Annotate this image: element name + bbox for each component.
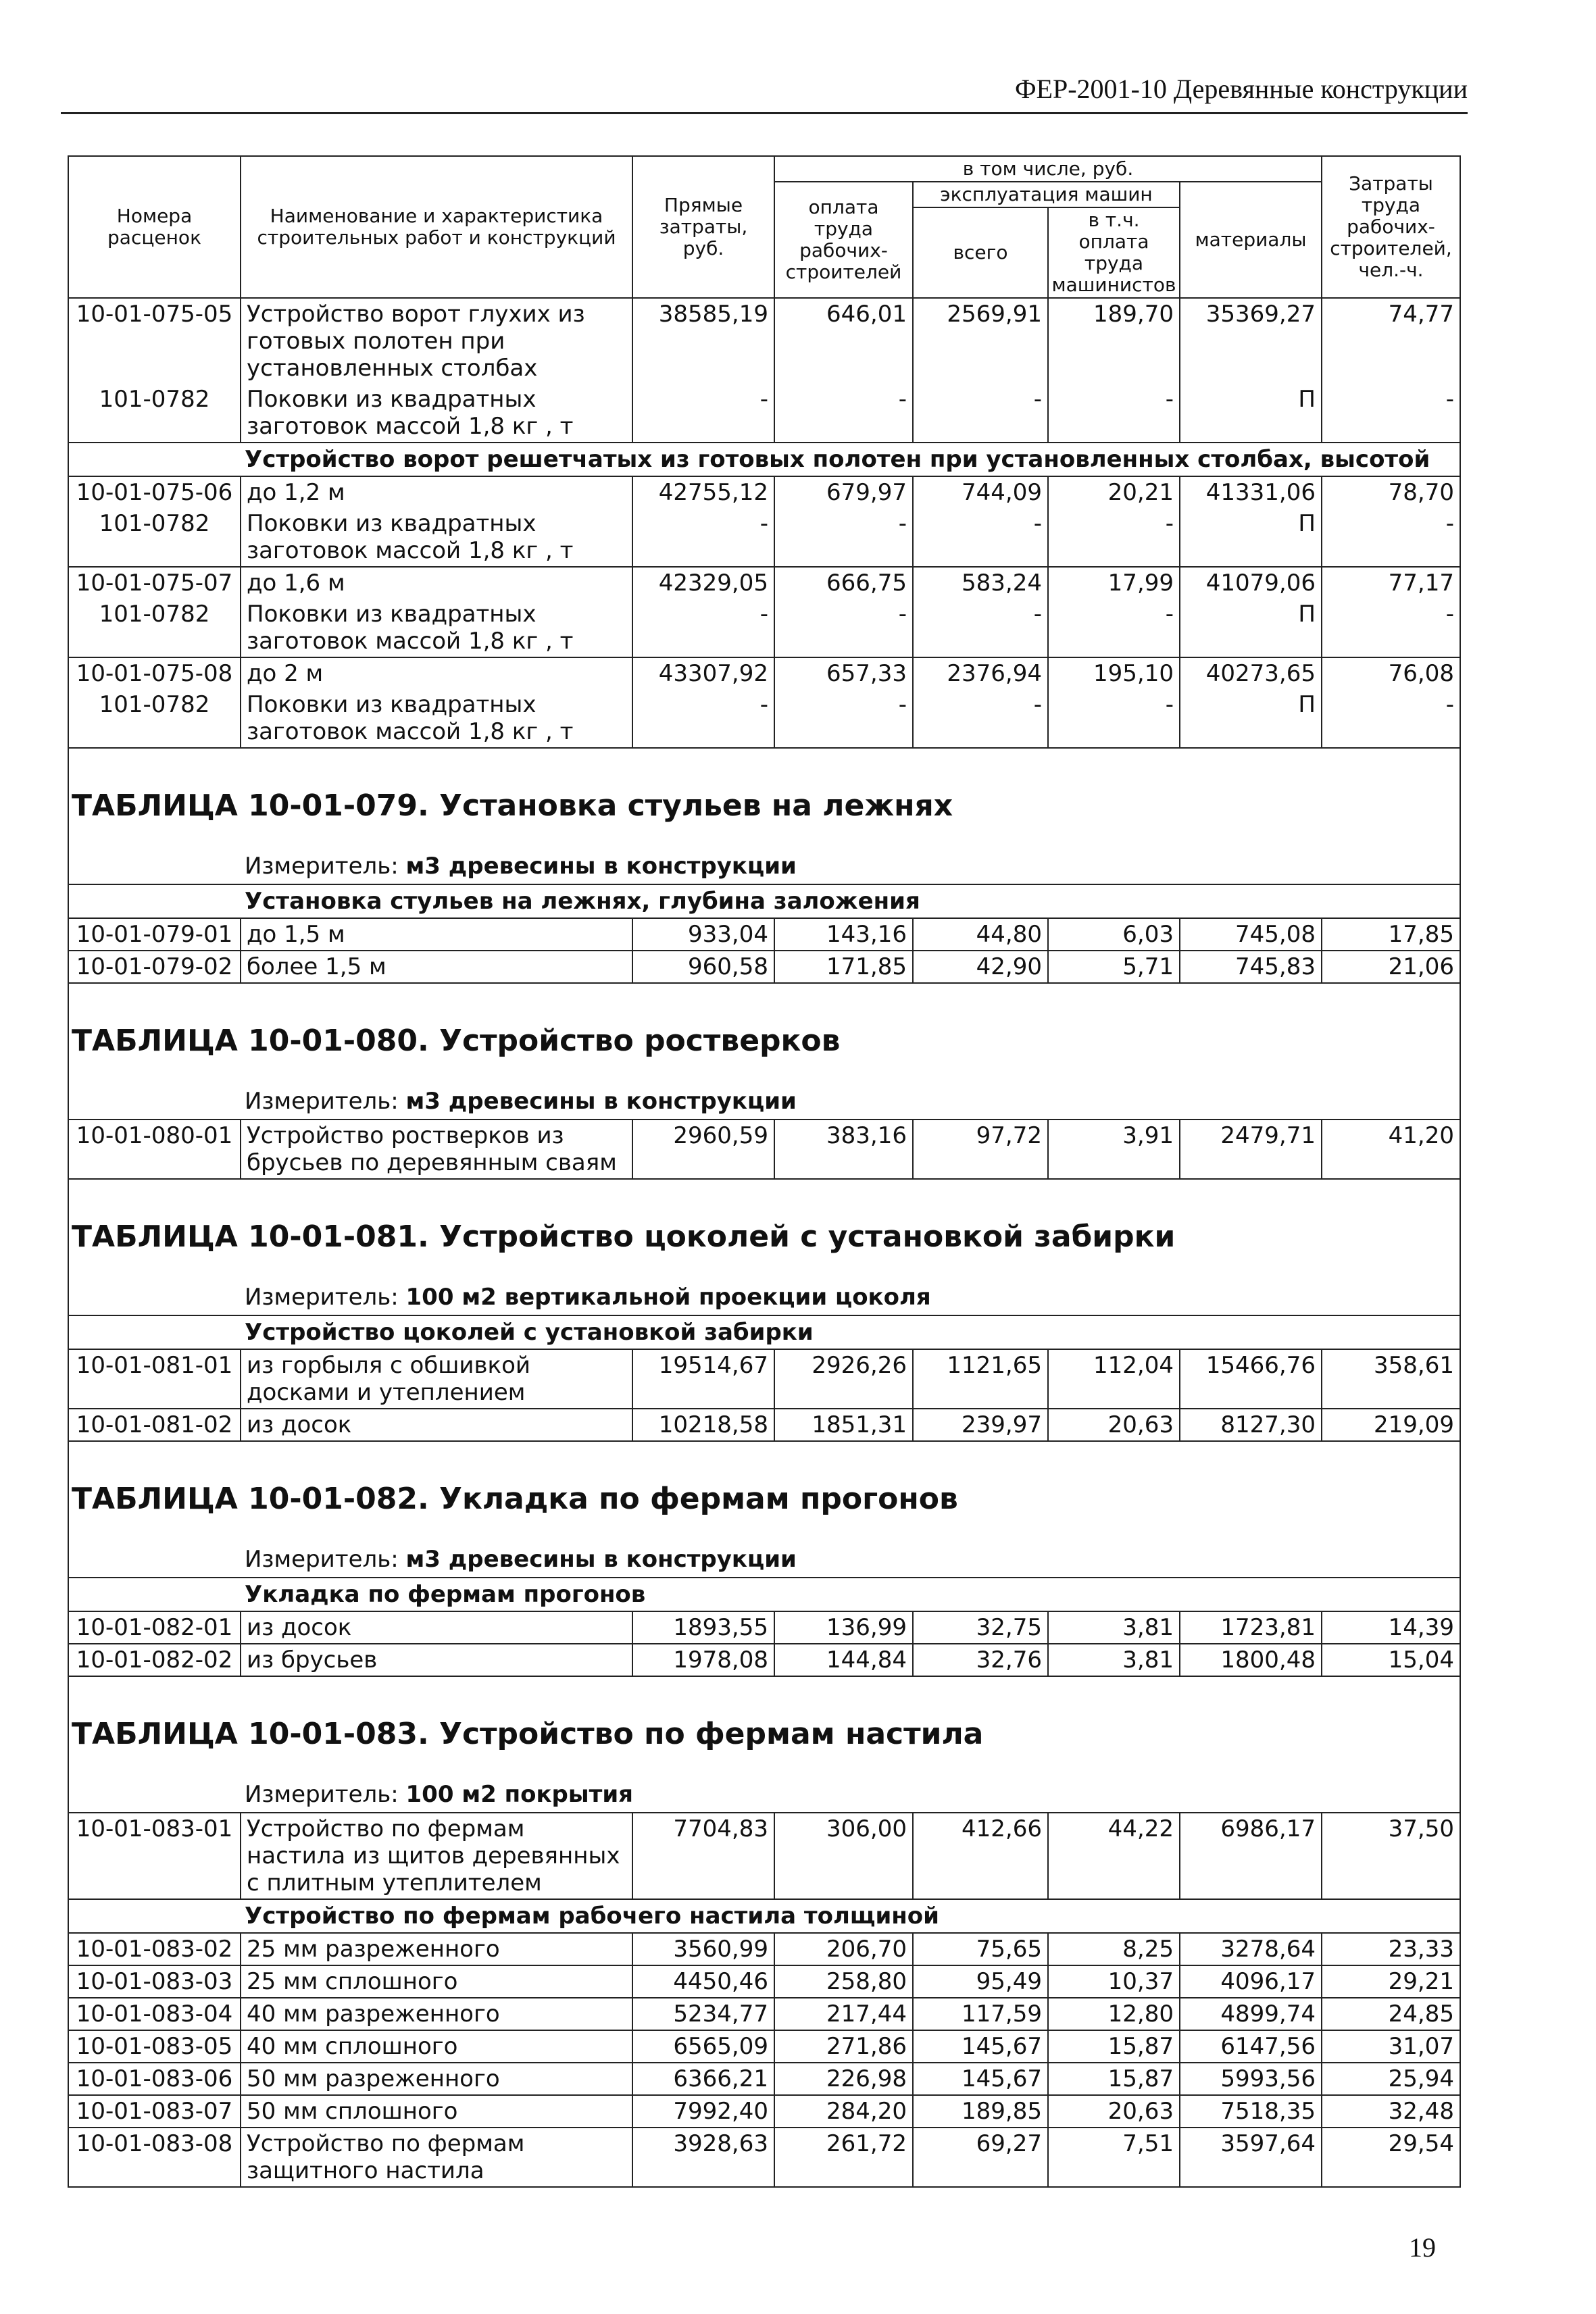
- work-name: Устройство ворот глухих из готовых полотен при установленных столбах: [241, 298, 632, 384]
- direct-cost: -: [632, 508, 774, 567]
- work-name: из горбыля с обшивкой досками и утеплением: [241, 1349, 632, 1409]
- work-name: более 1,5 м: [241, 951, 632, 983]
- machines-wages: 195,10: [1048, 657, 1180, 689]
- rate-code: 10-01-083-08: [68, 2128, 241, 2187]
- col-header-name: Наименование и характеристика строительных работ и конструкций: [241, 156, 632, 298]
- measure-row: [68, 843, 1460, 884]
- group-heading-row: [68, 1578, 1460, 1611]
- work-name: 50 мм сплошного: [241, 2095, 632, 2128]
- direct-cost: 960,58: [632, 951, 774, 983]
- machines-wages: 6,03: [1048, 918, 1180, 951]
- work-name: 25 мм разреженного: [241, 1933, 632, 1965]
- machines-cost: 117,59: [913, 1998, 1048, 2030]
- direct-cost: 43307,92: [632, 657, 774, 689]
- work-name: из досок: [241, 1409, 632, 1441]
- wages-cost: 144,84: [774, 1644, 913, 1676]
- machines-cost: 145,67: [913, 2030, 1048, 2063]
- measure-row: [68, 1274, 1460, 1315]
- machines-cost: 1121,65: [913, 1349, 1048, 1409]
- page-number: 19: [1409, 2232, 1436, 2263]
- machines-cost: 239,97: [913, 1409, 1048, 1441]
- group-heading: Устройство ворот решетчатых из готовых полотен при установленных столбах, высотой: [68, 443, 1460, 476]
- labor-cost: 78,70: [1322, 476, 1460, 508]
- measure-unit: [68, 1078, 1460, 1120]
- materials-cost: 745,08: [1180, 918, 1322, 951]
- measure-value: м3 древесины в конструкции: [405, 853, 797, 880]
- table-row: [68, 657, 1460, 689]
- rates-table: [68, 155, 1461, 2188]
- rate-code: 10-01-075-06: [68, 476, 241, 508]
- machines-wages: 20,63: [1048, 1409, 1180, 1441]
- labor-cost: 74,77: [1322, 298, 1460, 384]
- col-header-machines-wages: в т.ч. оплата труда машинистов: [1048, 207, 1180, 298]
- measure-value: м3 древесины в конструкции: [405, 1546, 797, 1573]
- table-row: [68, 918, 1460, 951]
- machines-wages: 10,37: [1048, 1965, 1180, 1998]
- col-header-labor: Затраты труда рабочих-строителей, чел.-ч.: [1322, 156, 1460, 298]
- rate-code: 10-01-079-01: [68, 918, 241, 951]
- machines-wages: 12,80: [1048, 1998, 1180, 2030]
- wages-cost: 2926,26: [774, 1349, 913, 1409]
- table-row: [68, 1644, 1460, 1676]
- materials-cost: 6986,17: [1180, 1813, 1322, 1899]
- rate-code: 10-01-082-02: [68, 1644, 241, 1676]
- direct-cost: 42755,12: [632, 476, 774, 508]
- labor-cost: -: [1322, 689, 1460, 748]
- table-title-row: [68, 748, 1460, 843]
- group-heading-row: [68, 884, 1460, 918]
- table-row: [68, 2063, 1460, 2095]
- table-body: [68, 298, 1460, 2187]
- table-title: ТАБЛИЦА 10-01-079. Установка стульев на лежнях: [68, 748, 1460, 843]
- work-name: до 1,2 м: [241, 476, 632, 508]
- labor-cost: 21,06: [1322, 951, 1460, 983]
- wages-cost: 383,16: [774, 1120, 913, 1179]
- direct-cost: 6565,09: [632, 2030, 774, 2063]
- direct-cost: 3928,63: [632, 2128, 774, 2187]
- rate-code: 10-01-083-06: [68, 2063, 241, 2095]
- wages-cost: -: [774, 508, 913, 567]
- machines-cost: 42,90: [913, 951, 1048, 983]
- materials-cost: 3278,64: [1180, 1933, 1322, 1965]
- measure-row: [68, 1536, 1460, 1578]
- header-rule: [61, 112, 1468, 114]
- materials-cost: 3597,64: [1180, 2128, 1322, 2187]
- group-heading: Укладка по фермам прогонов: [68, 1578, 1460, 1611]
- wages-cost: 306,00: [774, 1813, 913, 1899]
- wages-cost: 666,75: [774, 567, 913, 599]
- work-name: 50 мм разреженного: [241, 2063, 632, 2095]
- direct-cost: -: [632, 689, 774, 748]
- measure-row: [68, 1078, 1460, 1120]
- materials-cost: 41079,06: [1180, 567, 1322, 599]
- machines-cost: 145,67: [913, 2063, 1048, 2095]
- document-body: [68, 155, 1460, 2188]
- work-name: Устройство по фермам защитного настила: [241, 2128, 632, 2187]
- table-row: [68, 2030, 1460, 2063]
- machines-wages: 44,22: [1048, 1813, 1180, 1899]
- measure-prefix: Измеритель:: [245, 1546, 406, 1573]
- col-header-wages: оплата труда рабочих-строителей: [774, 182, 913, 298]
- measure-unit: [68, 1274, 1460, 1315]
- rate-code: 10-01-083-05: [68, 2030, 241, 2063]
- labor-cost: 32,48: [1322, 2095, 1460, 2128]
- table-title-row: [68, 1179, 1460, 1274]
- machines-wages: 8,25: [1048, 1933, 1180, 1965]
- rate-code: 10-01-082-01: [68, 1611, 241, 1644]
- resource-row: [68, 599, 1460, 657]
- machines-wages: 189,70: [1048, 298, 1180, 384]
- materials-cost: 40273,65: [1180, 657, 1322, 689]
- materials-cost: П: [1180, 689, 1322, 748]
- wages-cost: 258,80: [774, 1965, 913, 1998]
- table-title: ТАБЛИЦА 10-01-083. Устройство по фермам настила: [68, 1676, 1460, 1771]
- measure-unit: [68, 1536, 1460, 1578]
- wages-cost: 657,33: [774, 657, 913, 689]
- machines-cost: 95,49: [913, 1965, 1048, 1998]
- direct-cost: 5234,77: [632, 1998, 774, 2030]
- machines-cost: 75,65: [913, 1933, 1048, 1965]
- resource-row: [68, 384, 1460, 443]
- wages-cost: 136,99: [774, 1611, 913, 1644]
- direct-cost: -: [632, 384, 774, 443]
- running-header: ФЕР-2001-10 Деревянные конструкции: [1014, 74, 1468, 104]
- machines-cost: 2569,91: [913, 298, 1048, 384]
- table-row: [68, 1813, 1460, 1899]
- machines-wages: 3,91: [1048, 1120, 1180, 1179]
- machines-cost: 412,66: [913, 1813, 1048, 1899]
- direct-cost: 3560,99: [632, 1933, 774, 1965]
- work-name: до 1,5 м: [241, 918, 632, 951]
- table-row: [68, 2128, 1460, 2187]
- wages-cost: 217,44: [774, 1998, 913, 2030]
- wages-cost: 646,01: [774, 298, 913, 384]
- measure-prefix: Измеритель:: [245, 1781, 406, 1808]
- materials-cost: 41331,06: [1180, 476, 1322, 508]
- work-name: Устройство по фермам настила из щитов деревянных с плитным утеплителем: [241, 1813, 632, 1899]
- table-row: [68, 1965, 1460, 1998]
- labor-cost: 37,50: [1322, 1813, 1460, 1899]
- table-title: ТАБЛИЦА 10-01-080. Устройство ростверков: [68, 983, 1460, 1078]
- col-header-machines: эксплуатация машин: [913, 182, 1180, 207]
- direct-cost: 6366,21: [632, 2063, 774, 2095]
- group-heading: Устройство цоколей с установкой забирки: [68, 1315, 1460, 1349]
- work-name: из досок: [241, 1611, 632, 1644]
- rate-code: 10-01-080-01: [68, 1120, 241, 1179]
- col-header-materials: материалы: [1180, 182, 1322, 298]
- table-title-row: [68, 1441, 1460, 1536]
- work-name: из брусьев: [241, 1644, 632, 1676]
- labor-cost: 76,08: [1322, 657, 1460, 689]
- table-row: [68, 1611, 1460, 1644]
- labor-cost: -: [1322, 599, 1460, 657]
- materials-cost: 15466,76: [1180, 1349, 1322, 1409]
- machines-wages: 7,51: [1048, 2128, 1180, 2187]
- measure-unit: [68, 1771, 1460, 1813]
- rate-code: 10-01-083-01: [68, 1813, 241, 1899]
- rate-code: 10-01-081-01: [68, 1349, 241, 1409]
- direct-cost: 10218,58: [632, 1409, 774, 1441]
- rate-code: 101-0782: [68, 384, 241, 443]
- group-heading-row: [68, 1899, 1460, 1933]
- direct-cost: 7992,40: [632, 2095, 774, 2128]
- table-row: [68, 2095, 1460, 2128]
- measure-prefix: Измеритель:: [245, 1088, 406, 1115]
- wages-cost: 143,16: [774, 918, 913, 951]
- materials-cost: П: [1180, 384, 1322, 443]
- rate-code: 10-01-083-04: [68, 1998, 241, 2030]
- machines-wages: 20,63: [1048, 2095, 1180, 2128]
- rate-code: 10-01-081-02: [68, 1409, 241, 1441]
- table-row: [68, 567, 1460, 599]
- work-name: Поковки из квадратных заготовок массой 1,8 кг , т: [241, 689, 632, 748]
- machines-wages: 3,81: [1048, 1644, 1180, 1676]
- work-name: 40 мм разреженного: [241, 1998, 632, 2030]
- col-header-incl: в том числе, руб.: [774, 156, 1322, 182]
- machines-wages: 15,87: [1048, 2030, 1180, 2063]
- labor-cost: 15,04: [1322, 1644, 1460, 1676]
- materials-cost: 1723,81: [1180, 1611, 1322, 1644]
- table-row: [68, 1409, 1460, 1441]
- resource-row: [68, 689, 1460, 748]
- materials-cost: 6147,56: [1180, 2030, 1322, 2063]
- table-title: ТАБЛИЦА 10-01-082. Укладка по фермам прогонов: [68, 1441, 1460, 1536]
- group-heading-row: [68, 1315, 1460, 1349]
- machines-wages: 112,04: [1048, 1349, 1180, 1409]
- wages-cost: 171,85: [774, 951, 913, 983]
- group-heading: Устройство по фермам рабочего настила толщиной: [68, 1899, 1460, 1933]
- wages-cost: 261,72: [774, 2128, 913, 2187]
- materials-cost: 745,83: [1180, 951, 1322, 983]
- labor-cost: 41,20: [1322, 1120, 1460, 1179]
- table-row: [68, 951, 1460, 983]
- machines-cost: 189,85: [913, 2095, 1048, 2128]
- group-heading-row: [68, 443, 1460, 476]
- wages-cost: -: [774, 689, 913, 748]
- materials-cost: П: [1180, 508, 1322, 567]
- wages-cost: -: [774, 384, 913, 443]
- labor-cost: 29,21: [1322, 1965, 1460, 1998]
- table-row: [68, 476, 1460, 508]
- machines-cost: -: [913, 384, 1048, 443]
- wages-cost: 679,97: [774, 476, 913, 508]
- wages-cost: 1851,31: [774, 1409, 913, 1441]
- work-name: Поковки из квадратных заготовок массой 1,8 кг , т: [241, 599, 632, 657]
- measure-value: 100 м2 покрытия: [405, 1781, 633, 1808]
- materials-cost: 2479,71: [1180, 1120, 1322, 1179]
- direct-cost: 1978,08: [632, 1644, 774, 1676]
- labor-cost: -: [1322, 508, 1460, 567]
- rate-code: 10-01-083-03: [68, 1965, 241, 1998]
- machines-cost: -: [913, 599, 1048, 657]
- machines-cost: 44,80: [913, 918, 1048, 951]
- machines-wages: -: [1048, 384, 1180, 443]
- labor-cost: 358,61: [1322, 1349, 1460, 1409]
- direct-cost: 19514,67: [632, 1349, 774, 1409]
- rate-code: 101-0782: [68, 599, 241, 657]
- table-row: [68, 1933, 1460, 1965]
- work-name: до 2 м: [241, 657, 632, 689]
- wages-cost: 271,86: [774, 2030, 913, 2063]
- rate-code: 101-0782: [68, 689, 241, 748]
- materials-cost: 1800,48: [1180, 1644, 1322, 1676]
- machines-wages: 5,71: [1048, 951, 1180, 983]
- machines-cost: 2376,94: [913, 657, 1048, 689]
- labor-cost: 23,33: [1322, 1933, 1460, 1965]
- direct-cost: 933,04: [632, 918, 774, 951]
- machines-cost: 744,09: [913, 476, 1048, 508]
- rate-code: 101-0782: [68, 508, 241, 567]
- table-title-row: [68, 1676, 1460, 1771]
- materials-cost: 35369,27: [1180, 298, 1322, 384]
- labor-cost: 17,85: [1322, 918, 1460, 951]
- direct-cost: 4450,46: [632, 1965, 774, 1998]
- labor-cost: 77,17: [1322, 567, 1460, 599]
- table-title-row: [68, 983, 1460, 1078]
- machines-cost: 97,72: [913, 1120, 1048, 1179]
- machines-wages: -: [1048, 508, 1180, 567]
- materials-cost: 8127,30: [1180, 1409, 1322, 1441]
- wages-cost: 284,20: [774, 2095, 913, 2128]
- work-name: до 1,6 м: [241, 567, 632, 599]
- direct-cost: 7704,83: [632, 1813, 774, 1899]
- materials-cost: 4096,17: [1180, 1965, 1322, 1998]
- materials-cost: 7518,35: [1180, 2095, 1322, 2128]
- rate-code: 10-01-075-08: [68, 657, 241, 689]
- measure-value: м3 древесины в конструкции: [405, 1088, 797, 1115]
- rate-code: 10-01-075-07: [68, 567, 241, 599]
- direct-cost: 2960,59: [632, 1120, 774, 1179]
- wages-cost: 226,98: [774, 2063, 913, 2095]
- direct-cost: 1893,55: [632, 1611, 774, 1644]
- wages-cost: -: [774, 599, 913, 657]
- machines-wages: 17,99: [1048, 567, 1180, 599]
- measure-row: [68, 1771, 1460, 1813]
- labor-cost: 25,94: [1322, 2063, 1460, 2095]
- machines-wages: -: [1048, 689, 1180, 748]
- wages-cost: 206,70: [774, 1933, 913, 1965]
- col-header-machines-total: всего: [913, 207, 1048, 298]
- materials-cost: П: [1180, 599, 1322, 657]
- rate-code: 10-01-079-02: [68, 951, 241, 983]
- labor-cost: 219,09: [1322, 1409, 1460, 1441]
- labor-cost: 29,54: [1322, 2128, 1460, 2187]
- measure-unit: [68, 843, 1460, 884]
- col-header-direct: Прямые затраты, руб.: [632, 156, 774, 298]
- table-row: [68, 298, 1460, 384]
- work-name: Устройство ростверков из брусьев по деревянным сваям: [241, 1120, 632, 1179]
- resource-row: [68, 508, 1460, 567]
- machines-wages: 15,87: [1048, 2063, 1180, 2095]
- machines-cost: -: [913, 689, 1048, 748]
- table-row: [68, 1998, 1460, 2030]
- machines-cost: -: [913, 508, 1048, 567]
- table-header: [68, 156, 1460, 298]
- direct-cost: 38585,19: [632, 298, 774, 384]
- machines-wages: 3,81: [1048, 1611, 1180, 1644]
- work-name: 40 мм сплошного: [241, 2030, 632, 2063]
- direct-cost: 42329,05: [632, 567, 774, 599]
- machines-cost: 583,24: [913, 567, 1048, 599]
- rate-code: 10-01-083-02: [68, 1933, 241, 1965]
- machines-wages: 20,21: [1048, 476, 1180, 508]
- labor-cost: -: [1322, 384, 1460, 443]
- rate-code: 10-01-075-05: [68, 298, 241, 384]
- table-row: [68, 1120, 1460, 1179]
- labor-cost: 24,85: [1322, 1998, 1460, 2030]
- machines-cost: 32,75: [913, 1611, 1048, 1644]
- col-header-code: Номера расценок: [68, 156, 241, 298]
- work-name: Поковки из квадратных заготовок массой 1,8 кг , т: [241, 508, 632, 567]
- labor-cost: 14,39: [1322, 1611, 1460, 1644]
- work-name: 25 мм сплошного: [241, 1965, 632, 1998]
- labor-cost: 31,07: [1322, 2030, 1460, 2063]
- machines-wages: -: [1048, 599, 1180, 657]
- table-row: [68, 1349, 1460, 1409]
- measure-prefix: Измеритель:: [245, 1284, 406, 1311]
- rate-code: 10-01-083-07: [68, 2095, 241, 2128]
- materials-cost: 4899,74: [1180, 1998, 1322, 2030]
- measure-value: 100 м2 вертикальной проекции цоколя: [405, 1284, 931, 1311]
- work-name: Поковки из квадратных заготовок массой 1,8 кг , т: [241, 384, 632, 443]
- measure-prefix: Измеритель:: [245, 853, 406, 880]
- table-title: ТАБЛИЦА 10-01-081. Устройство цоколей с установкой забирки: [68, 1179, 1460, 1274]
- machines-cost: 32,76: [913, 1644, 1048, 1676]
- group-heading: Установка стульев на лежнях, глубина заложения: [68, 884, 1460, 918]
- materials-cost: 5993,56: [1180, 2063, 1322, 2095]
- machines-cost: 69,27: [913, 2128, 1048, 2187]
- direct-cost: -: [632, 599, 774, 657]
